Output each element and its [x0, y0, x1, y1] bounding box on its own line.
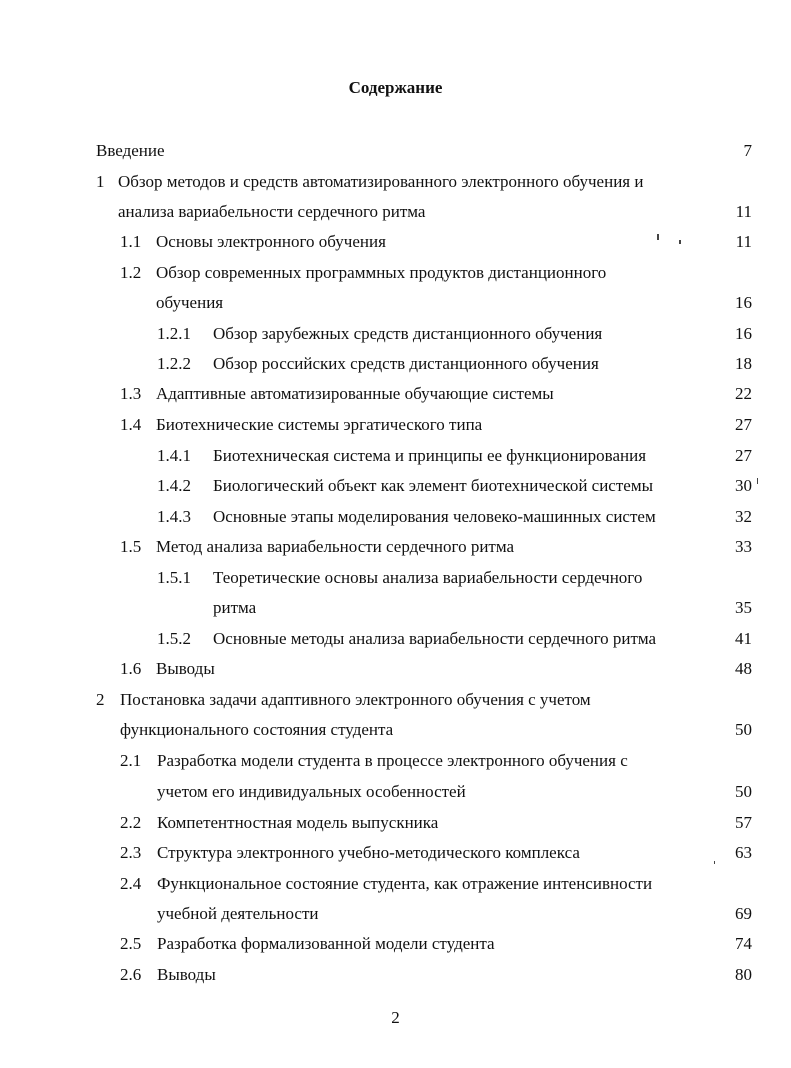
toc-entry-text: учетом его индивидуальных особенностей — [157, 782, 466, 801]
toc-entry-page: 48 — [735, 659, 752, 678]
toc-entry-text: Основы электронного обучения — [156, 232, 386, 251]
toc-entry-1-4-1 — [157, 444, 646, 468]
toc-entry-text: обучения — [156, 293, 224, 312]
toc-entry-number: 1.2.2 — [157, 354, 191, 373]
toc-entry-1-2-2 — [157, 352, 599, 376]
toc-entry-2-1 — [120, 749, 628, 773]
toc-entry-number: 2.4 — [120, 874, 142, 893]
toc-entry-text: учебной деятельности — [157, 904, 319, 923]
toc-entry-page: 57 — [735, 813, 752, 832]
toc-entry-page: 35 — [735, 598, 752, 617]
toc-entry-2-5 — [120, 932, 495, 956]
toc-entry-page: 16 — [735, 293, 752, 312]
toc-entry-page: 50 — [735, 720, 752, 739]
toc-entry-number: 1 — [96, 172, 105, 191]
toc-entry-number: 1.2.1 — [157, 324, 191, 343]
toc-entry-text: Разработка модели студента в процессе электронного обучения с — [157, 751, 628, 770]
toc-entry-1-4 — [120, 413, 482, 437]
toc-entry-page: 80 — [735, 965, 752, 984]
toc-entry-text: Выводы — [157, 965, 216, 984]
toc-entry-page: 30 — [735, 476, 752, 495]
toc-entry-2-4-cont — [157, 902, 319, 926]
scan-speck — [679, 240, 681, 244]
toc-entry-1-5-1 — [157, 566, 642, 590]
toc-entry-page: 7 — [743, 141, 752, 160]
toc-entry-text: Биологический объект как элемент биотехнической системы — [213, 476, 654, 495]
toc-entry-number: 1.5 — [120, 537, 142, 556]
scan-speck — [657, 234, 659, 240]
toc-entry-number: 1.4 — [120, 415, 142, 434]
toc-entry-number: 1.4.1 — [157, 446, 191, 465]
toc-entry-number: 1.2 — [120, 263, 142, 282]
toc-entry-number: 1.6 — [120, 659, 142, 678]
toc-entry-page: 63 — [735, 843, 752, 862]
toc-entry-page: 33 — [735, 537, 752, 556]
toc-entry-page: 69 — [735, 904, 752, 923]
toc-entry-text: Выводы — [156, 659, 215, 678]
toc-entry-number: 1.4.2 — [157, 476, 191, 495]
toc-entry-text: Постановка задачи адаптивного электронного обучения с учетом — [120, 690, 591, 709]
toc-entry-2-6 — [120, 963, 216, 987]
toc-entry-number: 1.5.2 — [157, 629, 191, 648]
toc-entry-text: Биотехнические системы эргатического типа — [156, 415, 483, 434]
toc-entry-text: Обзор российских средств дистанционного обучения — [213, 354, 599, 373]
toc-entry-2-1-cont — [157, 780, 466, 804]
toc-entry-chapter-1-cont — [118, 200, 425, 224]
toc-entry-1-5-2 — [157, 627, 656, 651]
toc-entry-text: Адаптивные автоматизированные обучающие системы — [156, 384, 554, 403]
toc-entry-text: анализа вариабельности сердечного ритма — [118, 202, 426, 221]
toc-entry-page: 11 — [735, 232, 752, 251]
toc-entry-number: 2.1 — [120, 751, 142, 770]
toc-entry-page: 16 — [735, 324, 752, 343]
toc-entry-2-3 — [120, 841, 580, 865]
toc-entry-text: Обзор зарубежных средств дистанционного обучения — [213, 324, 603, 343]
toc-entry-text: Функциональное состояние студента, как отражение интенсивности — [157, 874, 653, 893]
toc-entry-chapter-2-cont — [120, 718, 393, 742]
toc-entry-1-6 — [120, 657, 215, 681]
toc-entry-page: 50 — [735, 782, 752, 801]
toc-entry-page: 11 — [735, 202, 752, 221]
toc-entry-page: 41 — [735, 629, 752, 648]
toc-entry-1-3 — [120, 382, 554, 406]
toc-entry-text: Структура электронного учебно-методического комплекса — [157, 843, 580, 862]
toc-entry-text: Биотехническая система и принципы ее функционирования — [213, 446, 647, 465]
toc-entry-text: Введение — [96, 141, 165, 160]
toc-entry-1-4-3 — [157, 505, 656, 529]
toc-entry-page: 27 — [735, 415, 752, 434]
scan-speck — [757, 478, 758, 484]
toc-entry-1-2-cont — [156, 291, 223, 315]
toc-entry-text: функционального состояния студента — [120, 720, 394, 739]
toc-entry-1-5-1-cont — [213, 596, 256, 620]
toc-entry-intro — [96, 139, 165, 163]
toc-entry-1-2-1 — [157, 322, 602, 346]
toc-entry-2-4 — [120, 872, 652, 896]
toc-entry-1-4-2 — [157, 474, 653, 498]
toc-entry-chapter-1 — [96, 170, 643, 194]
toc-entry-1-1 — [120, 230, 386, 254]
toc-entry-number: 2.3 — [120, 843, 142, 862]
toc-entry-page: 74 — [735, 934, 752, 953]
toc-entry-page: 22 — [735, 384, 752, 403]
page-number: 2 — [391, 1008, 400, 1027]
toc-entry-1-5 — [120, 535, 514, 559]
toc-entry-1-2 — [120, 261, 606, 285]
toc-entry-number: 2.2 — [120, 813, 142, 832]
toc-entry-number: 2.6 — [120, 965, 142, 984]
toc-entry-text: Основные этапы моделирования человеко-машинных систем — [213, 507, 656, 526]
toc-entry-text: Разработка формализованной модели студента — [157, 934, 495, 953]
toc-entry-text: Теоретические основы анализа вариабельности сердечного — [213, 568, 643, 587]
toc-entry-page: 27 — [735, 446, 752, 465]
toc-entry-text: Обзор методов и средств автоматизированного электронного обучения и — [118, 172, 644, 191]
toc-entry-number: 1.1 — [120, 232, 142, 251]
toc-entry-2-2 — [120, 811, 438, 835]
toc-entry-text: Метод анализа вариабельности сердечного ритма — [156, 537, 515, 556]
toc-entry-page: 32 — [735, 507, 752, 526]
toc-entry-page: 18 — [735, 354, 752, 373]
toc-entry-number: 1.5.1 — [157, 568, 191, 587]
toc-entry-text: Компетентностная модель выпускника — [157, 813, 439, 832]
toc-entry-text: Обзор современных программных продуктов дистанционного — [156, 263, 607, 282]
toc-entry-text: ритма — [213, 598, 257, 617]
toc-entry-number: 1.3 — [120, 384, 142, 403]
page-title: Содержание — [348, 78, 443, 97]
toc-entry-number: 2 — [96, 690, 105, 709]
toc-entry-number: 2.5 — [120, 934, 142, 953]
scan-speck — [714, 861, 715, 864]
toc-entry-number: 1.4.3 — [157, 507, 191, 526]
toc-entry-text: Основные методы анализа вариабельности сердечного ритма — [213, 629, 657, 648]
toc-entry-chapter-2 — [96, 688, 591, 712]
